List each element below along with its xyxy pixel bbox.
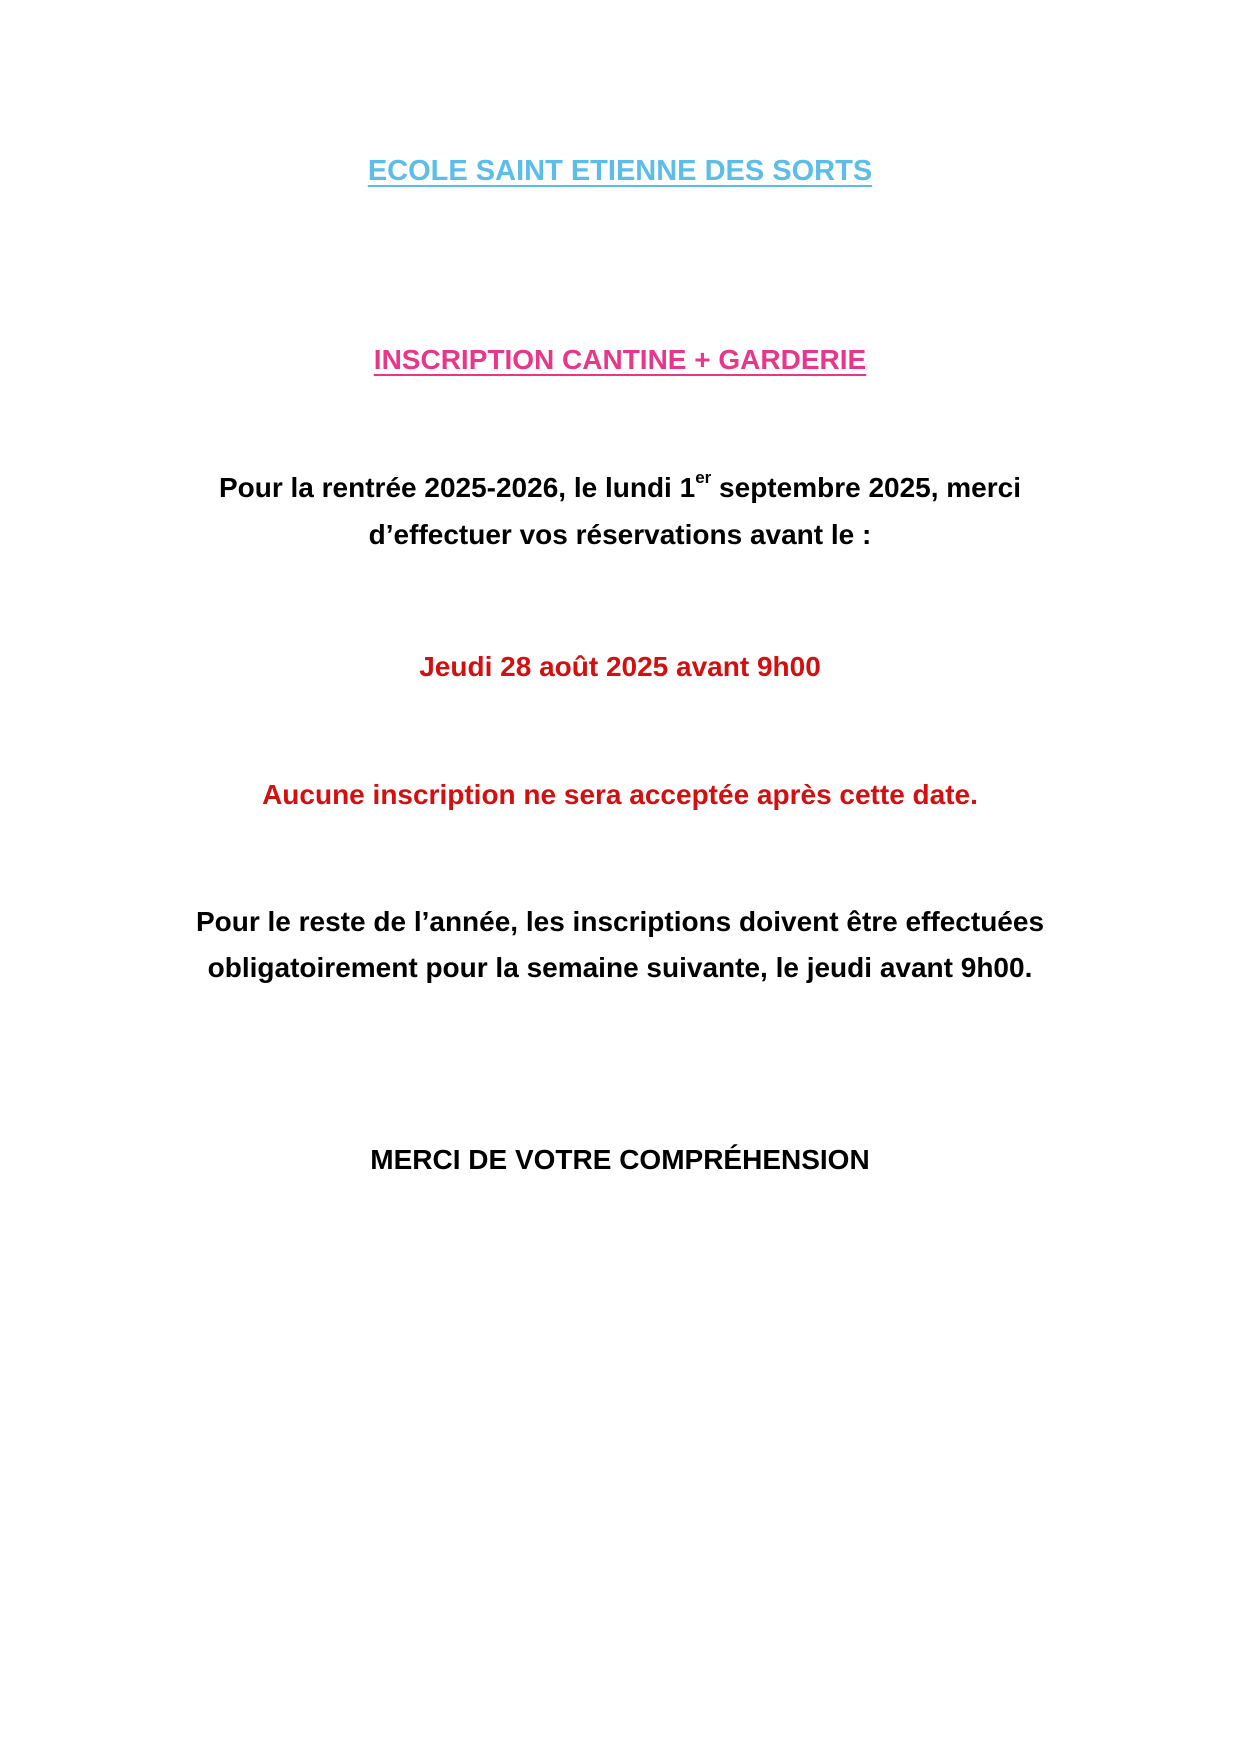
intro-text-start: Pour la rentrée 2025-2026, le lundi 1: [218, 472, 696, 503]
notice-title: INSCRIPTION CANTINE + GARDERIE: [373, 344, 867, 375]
deadline-date: Jeudi 28 août 2025 avant 9h00: [419, 651, 821, 682]
intro-paragraph-line-1: [0, 467, 1240, 506]
rules-paragraph-line-2: obligatoirement pour la semaine suivante, le jeudi avant 9h00.: [207, 952, 1033, 983]
school-title: ECOLE SAINT ETIENNE DES SORTS: [367, 155, 873, 187]
warning-notice: Aucune inscription ne sera acceptée après cette date.: [262, 779, 978, 810]
intro-paragraph-line-2: d’effectuer vos réservations avant le :: [368, 519, 872, 550]
closing-thanks: MERCI DE VOTRE COMPRÉHENSION: [370, 1144, 870, 1175]
ordinal-superscript: er: [695, 467, 712, 487]
rules-paragraph-line-1: Pour le reste de l’année, les inscriptions doivent être effectuées: [195, 906, 1045, 937]
intro-text-end: septembre 2025, merci: [711, 472, 1022, 503]
